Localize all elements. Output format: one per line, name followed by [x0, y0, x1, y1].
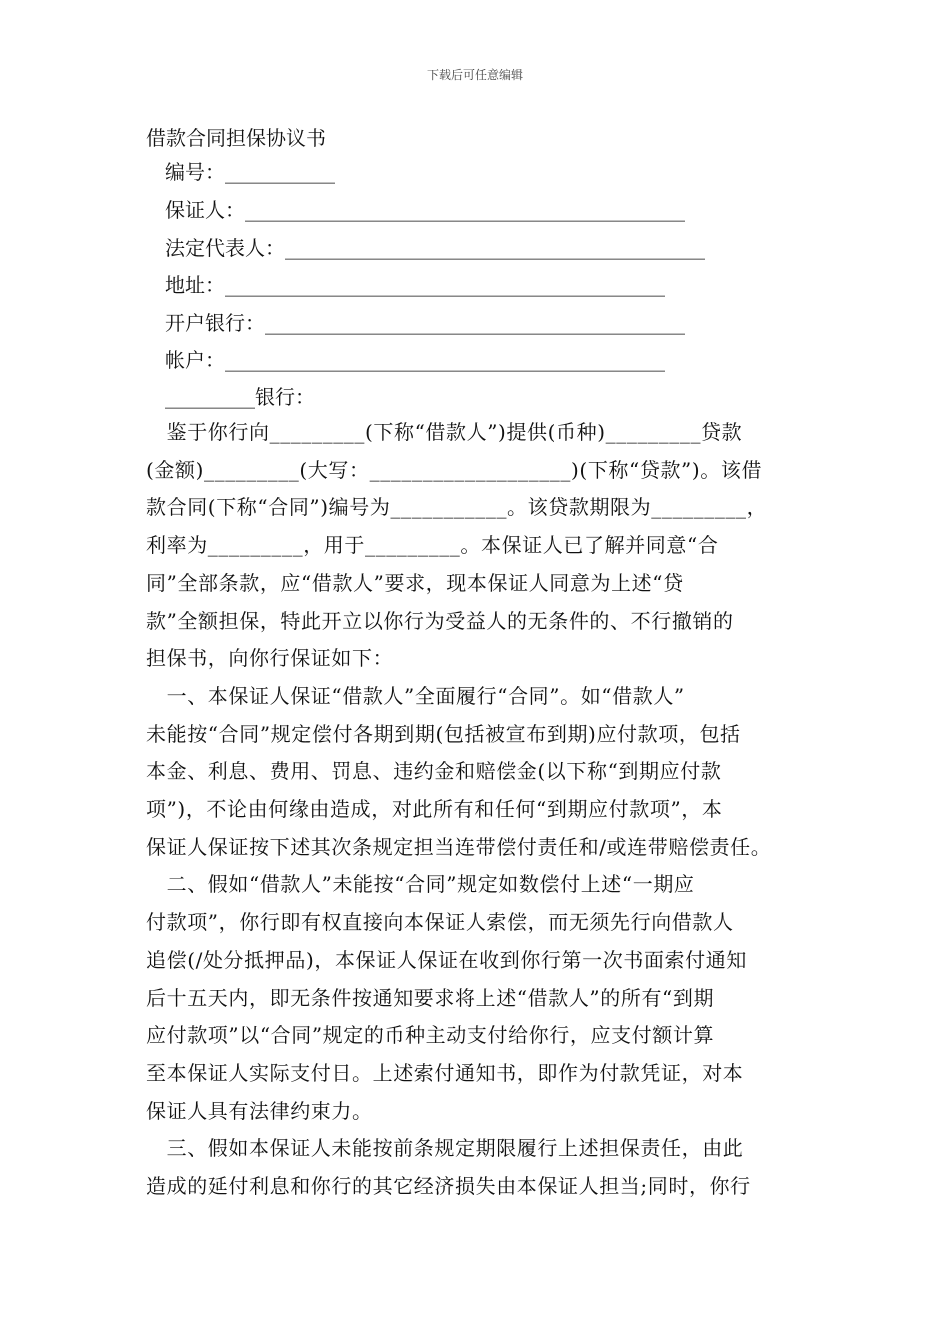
addressee-bank-field — [165, 383, 315, 411]
bank-field — [165, 309, 685, 337]
addressee-label: 银行： — [255, 385, 315, 409]
account-label: 帐户： — [165, 348, 225, 372]
bank-blank: __________________________________________ — [265, 311, 685, 335]
address-label: 地址： — [165, 273, 225, 297]
account-field — [165, 346, 665, 374]
document-title: 借款合同担保协议书 — [146, 126, 326, 150]
addressee-blank: _________ — [165, 385, 255, 409]
address-blank: ____________________________________________ — [225, 273, 665, 297]
number-label: 编号： — [165, 160, 225, 184]
agreement-body: 鉴于你行向_________(下称“借款人”)提供(币种)_________贷款 (金额)_________(大写：___________________)(下称“贷款”)。该借 款合同(下称“合同”)编号为___________。该贷款期限为_________， 利率为_________，用于_________。本保证人已了解并同意“合 同”全部条款，应“借款人”要求，现本保证人同意为上述“贷 款”全额担保，特此开立以你行为受益人的无条件的、不行撤销的 担保书，向你行保证如下： 一、本保证人保证“借款人”全面履行“合同”。如“借款人” 未能按“合同”规定偿付各期到期(包括被宣布到期)应付款项，包括 本金、利息、费用、罚息、违约金和赔偿金(以下称“到期应付款 项”)，不论由何缘由造成，对此所有和任何“到期应付款项”，本 保证人保证按下述其次条规定担当连带偿付责任和/或连带赔偿责任。 二、假如“借款人”未能按“合同”规定如数偿付上述“一期应 付款项”，你行即有权直接向本保证人索偿，而无须先行向借款人 追偿(/处分抵押品)，本保证人保证在收到你行第一次书面索付通知 后十五天内，即无条件按通知要求将上述“借款人”的所有“到期 应付款项”以“合同”规定的币种主动支付给你行，应支付额计算 至本保证人实际支付日。上述索付通知书，即作为付款凭证，对本 保证人具有法律约束力。 三、假如本保证人未能按前条规定期限履行上述担保责任，由此 造成的延付利息和你行的其它经济损失由本保证人担当;同时，你行 — [146, 420, 772, 1199]
number-field — [165, 158, 335, 186]
legal-rep-blank: __________________________________________ — [285, 236, 705, 260]
legal-rep-label: 法定代表人： — [165, 236, 285, 260]
bank-label: 开户银行： — [165, 311, 265, 335]
guarantor-blank: ____________________________________________ — [245, 198, 685, 222]
guarantor-field — [165, 196, 685, 224]
account-blank: ____________________________________________ — [225, 348, 665, 372]
page-header-note: 下载后可任意编辑 — [426, 68, 523, 82]
legal-rep-field — [165, 234, 705, 262]
guarantor-label: 保证人： — [165, 198, 245, 222]
address-field — [165, 271, 665, 299]
number-blank: ___________ — [225, 160, 335, 184]
